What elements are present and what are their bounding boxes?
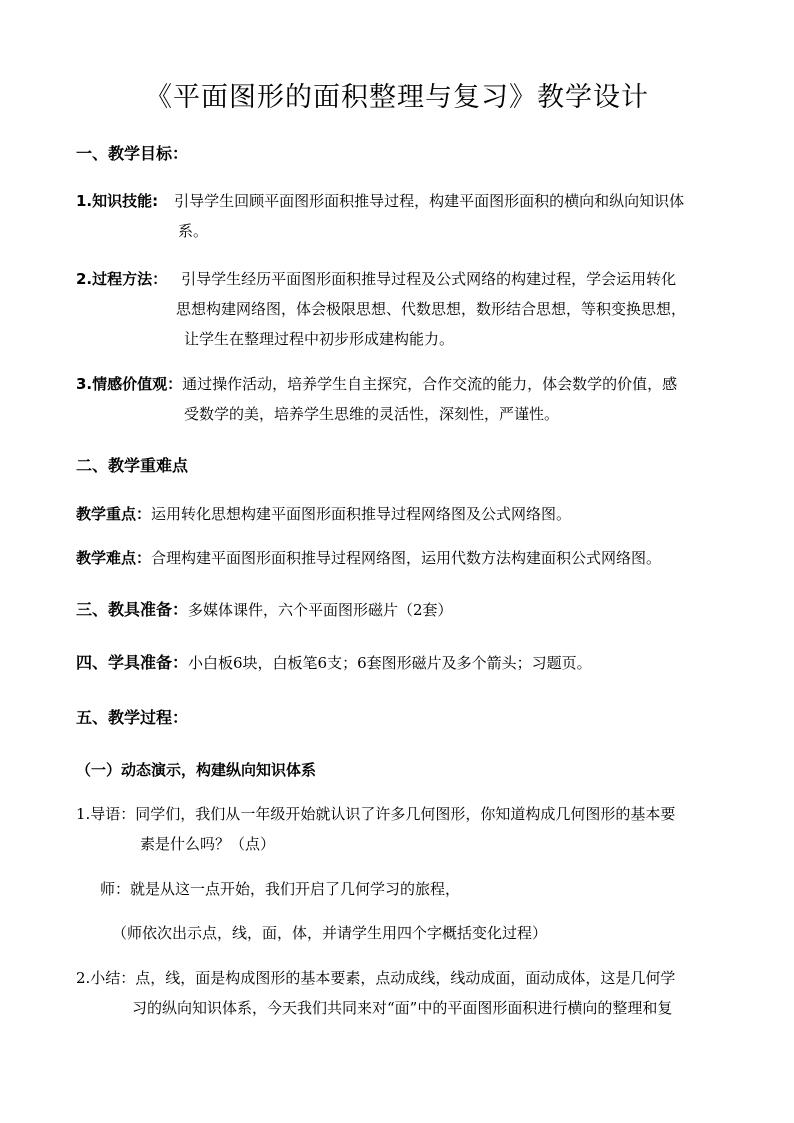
- subsection-heading-1: [76, 755, 736, 785]
- key-point-label: 教学重点：: [76, 505, 152, 523]
- objective-emotion-line2: 受数学的美，培养学生思维的灵活性，深刻性，严谨性。: [184, 405, 560, 423]
- key-point: [76, 499, 736, 529]
- process-paragraph-4: [76, 963, 736, 1023]
- learning-aids-text: 小白板6块，白板笔6支；6套图形磁片及多个箭头；习题页。: [188, 654, 592, 672]
- subsection-heading-1-text: （一）动态演示，构建纵向知识体系: [76, 761, 317, 779]
- objective-emotion: [76, 369, 736, 429]
- teaching-aids-text: 多媒体课件，六个平面图形磁片（2套）: [188, 601, 453, 619]
- objective-process-line3: 让学生在整理过程中初步形成建构能力。: [184, 330, 455, 348]
- key-point-text: 运用转化思想构建平面图形面积推导过程网络图及公式网络图。: [151, 505, 572, 523]
- process-paragraph-1-line1: 1.导语：同学们，我们从一年级开始就认识了许多几何图形，你知道构成几何图形的基本要: [76, 805, 676, 823]
- objective-process-label: 2.过程方法：: [76, 270, 168, 288]
- learning-aids: [76, 648, 736, 678]
- process-paragraph-2: [100, 874, 736, 904]
- process-paragraph-4-line1: 2.小结：点，线，面是构成图形的基本要素，点动成线，线动成面，面动成体，这是几何学: [76, 969, 676, 987]
- learning-aids-heading: 四、学具准备：: [76, 653, 189, 672]
- objective-knowledge-line2: 系。: [178, 222, 209, 240]
- objective-process: [76, 264, 736, 354]
- process-paragraph-1-line2: 素是什么吗？（点）: [140, 835, 276, 853]
- section-heading-objectives: 一、教学目标：: [76, 144, 189, 163]
- objective-emotion-line1: 通过操作活动，培养学生自主探究，合作交流的能力，体会数学的价值，感: [182, 375, 678, 393]
- objective-emotion-label: 3.情感价值观：: [76, 375, 183, 393]
- teaching-aids-heading: 三、教具准备：: [76, 600, 189, 619]
- objective-knowledge: [76, 186, 736, 246]
- section-heading-process: 五、教学过程：: [76, 708, 189, 727]
- hard-point: [76, 543, 736, 573]
- hard-point-label: 教学难点：: [76, 549, 152, 567]
- process-paragraph-1: [76, 799, 736, 859]
- document-title: 《平面图形的面积整理与复习》教学设计: [145, 82, 649, 113]
- process-paragraph-2-text: 师：就是从这一点开始，我们开启了几何学习的旅程，: [100, 880, 461, 898]
- objective-knowledge-line1: 引导学生回顾平面图形面积推导过程，构建平面图形面积的横向和纵向知识体: [174, 192, 685, 210]
- objective-process-line2: 思想构建网络图，体会极限思想、代数思想，数形结合思想，等积变换思想，: [176, 300, 687, 318]
- section-heading-key-points: 二、教学重难点: [76, 456, 189, 475]
- objective-process-line1: 引导学生经历平面图形面积推导过程及公式网络的构建过程，学会运用转化: [181, 270, 677, 288]
- process-paragraph-4-line2: 习的纵向知识体系，今天我们共同来对“面”中的平面图形面积进行横向的整理和复: [132, 999, 673, 1017]
- objective-knowledge-label: 1.知识技能:: [76, 192, 159, 210]
- hard-point-text: 合理构建平面图形面积推导过程网络图，运用代数方法构建面积公式网络图。: [151, 549, 662, 567]
- process-paragraph-3: [112, 918, 736, 948]
- teaching-aids: [76, 595, 736, 625]
- process-paragraph-3-text: （师依次出示点，线，面，体，并请学生用四个字概括变化过程）: [112, 924, 548, 942]
